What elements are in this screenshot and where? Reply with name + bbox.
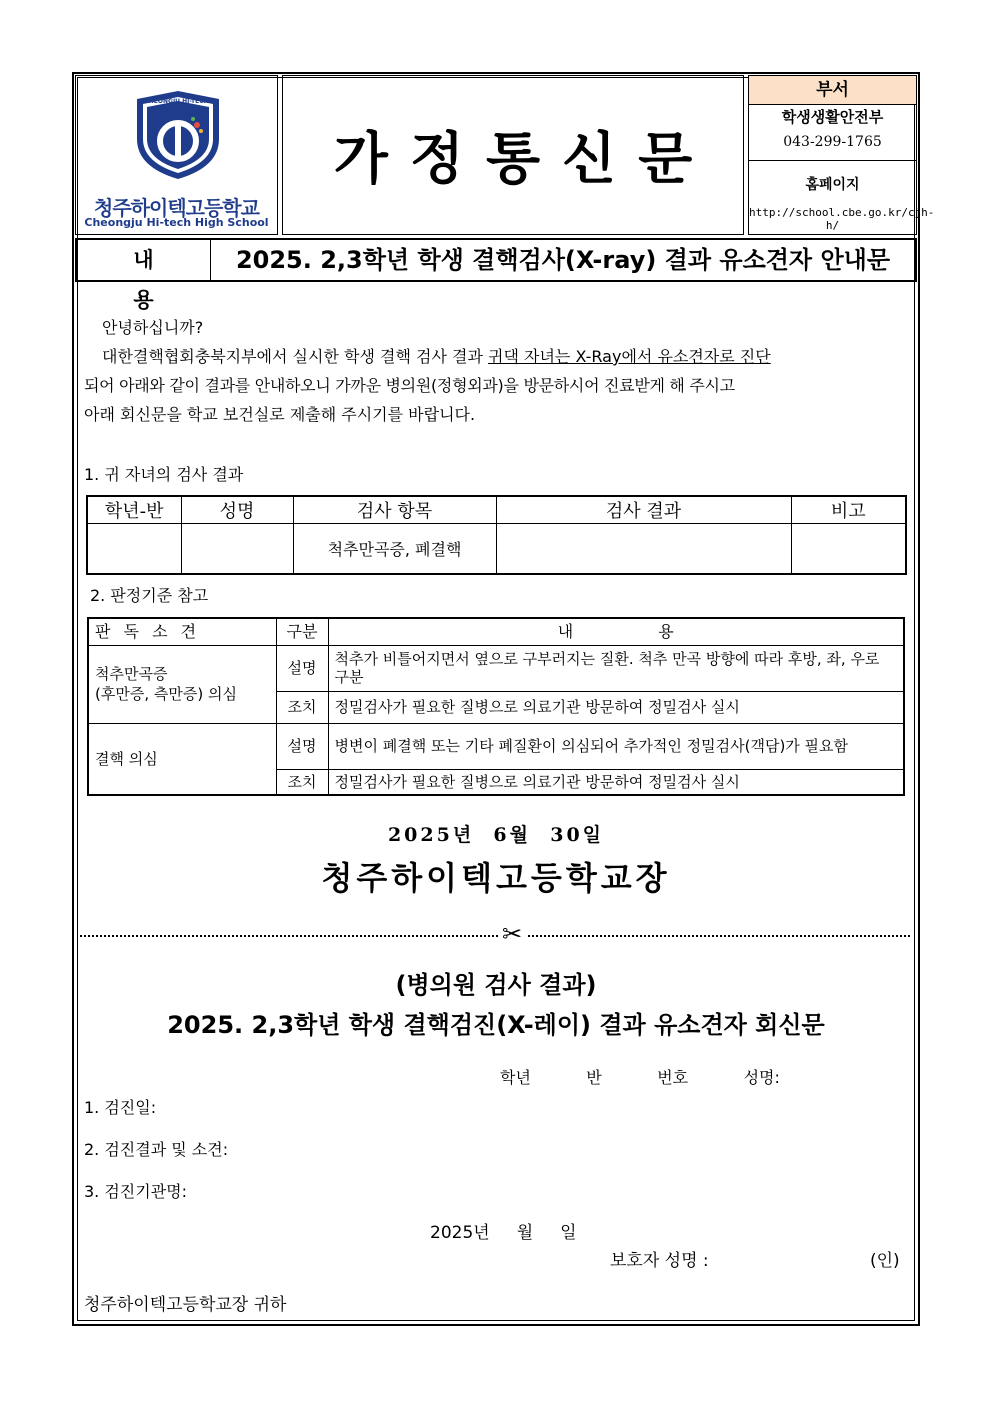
kind-cell: 조치 [276,691,328,723]
reply-title-1: (병의원 검사 결과) [395,971,597,999]
greeting: 안녕하십니까? [102,318,204,337]
homepage-label: 홈페이지 [805,177,860,193]
homepage-url[interactable]: http://school.cbe.go.kr/cjh-h/ [749,206,935,232]
body-line-3: 아래 회신문을 학교 보건실로 제출해 주시기를 바랍니다. [84,405,476,424]
table-header: 판 독 소 견 [88,618,276,645]
seal-mark: (인) [870,1251,900,1271]
content-cell: 정밀검사가 필요한 질병으로 의료기관 방문하여 정밀검사 실시 [328,769,904,795]
logo-top-text: CHEONGJU HI-TECH [144,98,209,105]
result-table [86,495,907,575]
content-cell: 정밀검사가 필요한 질병으로 의료기관 방문하여 정밀검사 실시 [328,691,904,723]
student-info-line: 학년 반 번호 성명: [500,1068,780,1087]
reply-title-2: 2025. 2,3학년 학생 결핵검진(X-레이) 결과 유소견자 회신문 [167,1011,825,1039]
section2-title: 2. 판정기준 참고 [90,586,209,605]
school-logo-box [75,75,278,235]
finding-cell: 척추만곡증 (후만증, 측만증) 의심 [88,645,276,723]
table-cell [791,524,906,574]
table-cell [181,524,293,574]
subject-bar [75,238,917,312]
table-header: 비고 [791,496,906,524]
reply-item-1: 1. 검진일: [84,1098,157,1117]
content-cell: 병변이 폐결핵 또는 기타 폐질환이 의심되어 추가적인 정밀검사(객담)가 필요함 [328,723,904,769]
school-name-ko: 청주하이텍고등학교 [94,196,259,220]
department-label: 부서 [749,76,916,105]
kind-cell: 설명 [276,645,328,691]
body-line-1 [102,342,910,372]
department-name: 학생생활안전부 [781,108,884,126]
guardian-label: 보호자 성명 : [610,1251,709,1271]
header [75,75,935,235]
principal-title: 청주하이텍고등학교장 [321,859,671,897]
table-header: 검사 항목 [293,496,496,524]
addressee: 청주하이텍고등학교장 귀하 [84,1295,287,1315]
table-header: 내 용 [328,618,904,645]
table-cell: 척추만곡증, 폐결핵 [293,524,496,574]
issue-date: 2025년 6월 30일 [387,824,605,846]
department-box [748,75,935,235]
table-header: 학년-반 [87,496,181,524]
department-phone: 043-299-1765 [783,134,882,150]
reply-item-3: 3. 검진기관명: [84,1182,188,1201]
document-title: 가정통신문 [333,126,715,192]
kind-cell: 설명 [276,723,328,769]
cut-line [80,935,910,937]
table-cell [496,524,791,574]
body-line-2: 되어 아래와 같이 결과를 안내하오니 가까운 병의원(정형외과)을 방문하시어 진료받게 해 주시고 [84,376,735,395]
kind-cell: 조치 [276,769,328,795]
criteria-table [87,617,905,796]
body-line-1-text: 대한결핵협회충북지부에서 실시한 학생 결핵 검사 결과 [102,347,489,366]
school-name-en: Cheongju Hi-tech High School [84,216,269,229]
reply-date-line: 2025년 월 일 [430,1223,577,1243]
section1-title: 1. 귀 자녀의 검사 결과 [84,465,244,484]
content-cell: 척추가 비틀어지면서 옆으로 구부러지는 질환. 척추 만곡 방향에 따라 후방, 좌, 우로 구분 [328,645,904,691]
scissors-icon: ✂ [498,920,526,948]
body-line-1-underlined: 귀댁 자녀는 X-Ray에서 유소견자로 진단 [488,347,771,366]
reply-item-2: 2. 검진결과 및 소견: [84,1140,229,1159]
table-header: 성명 [181,496,293,524]
subject-text: 2025. 2,3학년 학생 결핵검사(X-ray) 결과 유소견자 안내문 [235,246,891,274]
table-header: 구분 [276,618,328,645]
finding-cell: 결핵 의심 [88,723,276,795]
table-cell [87,524,181,574]
table-header: 검사 결과 [496,496,791,524]
document-title-box [282,75,744,235]
subject-label: 내용 [77,240,211,280]
